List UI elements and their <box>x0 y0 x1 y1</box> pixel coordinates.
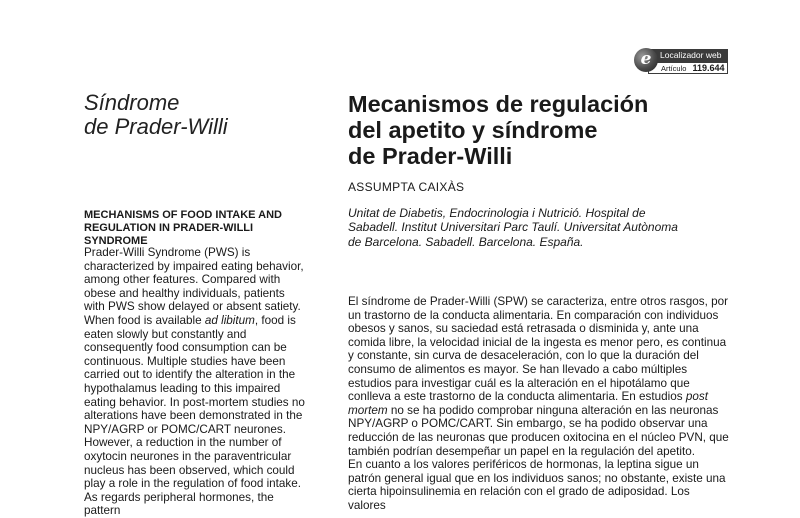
article-title <box>348 91 688 169</box>
spanish-abstract-text: El síndrome de Prader-Willi (SPW) se caracteriza, entre otros rasgos, por un trastorno de la conducta alimentaria. En comparación con individuos obesos y sanos, su saciedad está retrasada o disminida y, ante una comida libre, la velocidad inicial de la ingesta es menor pero, es continua y constante, sin curva de desaceleración, con lo que la duración del consumo de alimentos es mayor. Se han llevado a cabo múltiples estudios para investigar cuál es la alteración en el hipotálamo que conlleva a este trastorno de la conducta alimentaria. En estudios <box>348 295 728 404</box>
english-heading-line: MECHANISMS OF FOOD INTAKE AND <box>84 209 282 221</box>
spanish-abstract-text: no se ha podido comprobar ninguna alteración en las neuronas NPY/AGRP o POMC/CART. Sin embargo, se ha podido observar una reducción de las neuronas que producen oxitocina en el núcleo PVN, que también podrían desempeñar un papel en la regulación del apetito. <box>348 403 729 458</box>
spanish-abstract <box>348 295 730 513</box>
spanish-abstract-italic: post mortem <box>348 390 708 417</box>
author-affiliation: Unitat de Diabetis, Endocrinologia i Nutrició. Hospital de Sabadell. Institut Universitari Parc Taulí. Universitat Autònoma de Barcelona. Sabadell. Barcelona. España. <box>348 206 678 249</box>
spanish-abstract-paragraph-2: En cuanto a los valores periféricos de hormonas, la leptina sigue un patrón general igual que en los individuos sanos; no obstante, existe una cierta hipoinsulinemia en relación con el grado de adiposidad. Los valores <box>348 458 726 512</box>
article-title-line: Mecanismos de regulación <box>348 91 649 117</box>
section-title-line: de Prader-Willi <box>84 114 228 139</box>
article-number: 119.644 <box>692 63 725 73</box>
section-title <box>84 91 284 139</box>
web-locator-label: Localizador web <box>648 49 728 62</box>
english-heading <box>84 209 314 248</box>
web-locator-badge <box>634 46 728 76</box>
article-number-box <box>648 62 728 74</box>
english-heading-line: REGULATION IN PRADER-WILLI SYNDROME <box>84 222 254 247</box>
article-title-line: de Prader-Willi <box>348 143 513 169</box>
english-abstract-text: Prader-Willi Syndrome (PWS) is characterized by impaired eating behavior, among other features. Compared with obese and healthy individuals, patients with PWS show delayed or absent satiety. When food is available <box>84 246 304 327</box>
article-title-line: del apetito y síndrome <box>348 117 598 143</box>
e-logo-icon: e <box>634 48 658 72</box>
article-label: Artículo <box>661 64 687 73</box>
english-abstract-italic: ad libitum <box>204 313 255 327</box>
english-abstract <box>84 246 306 518</box>
english-abstract-text: , food is eaten slowly but constantly and consequently food consumption can be continuous. Multiple studies have been carried out to identify the alteration in the hypothalamus leading to this impaired eating behavior. In post-mortem studies no alterations have been demonstrated in the NPY/AGRP or POMC/CART neurones. However, a reduction in the number of oxytocin neurones in the paraventricular nucleus has been observed, which could play a role in the regulation of food intake. As regards peripheral hormones, the pattern <box>84 313 305 518</box>
author-name: ASSUMPTA CAIXÀS <box>348 180 465 194</box>
section-title-line: Síndrome <box>84 90 180 115</box>
